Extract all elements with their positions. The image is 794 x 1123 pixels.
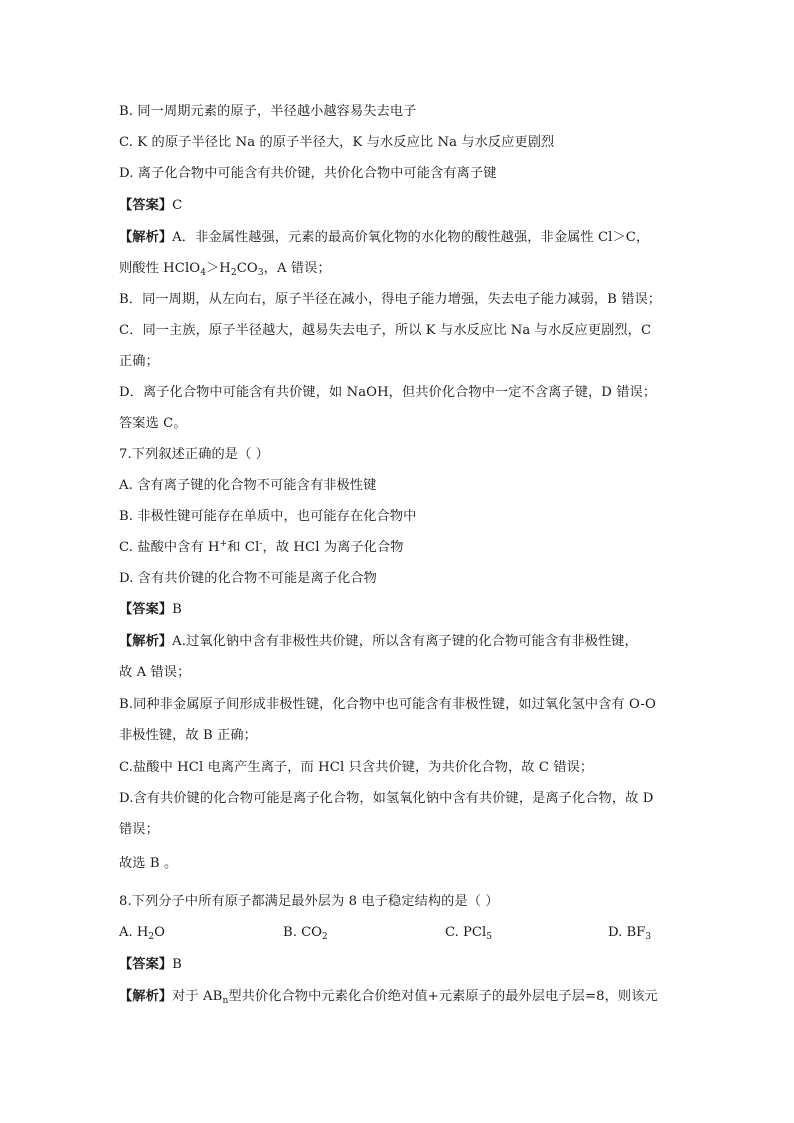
answer-line-7: 【答案】B bbox=[119, 602, 182, 617]
analysis-line: C.盐酸中 HCl 电离产生离子，而 HCl 只含共价键，为共价化合物，故 C 错误； bbox=[119, 760, 594, 775]
answer-tag: 【答案】 bbox=[119, 602, 173, 617]
analysis-line: 故选 B 。 bbox=[119, 856, 178, 871]
question-8-option-a: A. $H_2O$ bbox=[119, 925, 165, 942]
text-line-option-c: C. K 的原子半径比 Na 的原子半径大，K 与水反应比 Na 与水反应更剧烈 bbox=[119, 135, 555, 150]
analysis-line: D．离子化合物中可能含有共价键，如 NaOH，但共价化合物中一定不含离子键，D 错误； bbox=[119, 385, 657, 400]
answer-line-6: 【答案】C bbox=[119, 198, 183, 213]
answer-tag: 【答案】 bbox=[119, 957, 173, 972]
question-7-option-a: A. 含有离子键的化合物不可能含有非极性键 bbox=[119, 478, 377, 493]
analysis-line: B.同种非金属原子间形成非极性键，化合物中也可能含有非极性键，如过氧化氢中含有 O-O bbox=[119, 697, 656, 712]
analysis-line: 非极性键，故 B 正确； bbox=[119, 728, 257, 743]
analysis-line: 错误； bbox=[119, 822, 159, 837]
analysis-line: B．同一周期，从左向右，原子半径在减小，得电子能力增强，失去电子能力减弱，B 错误； bbox=[119, 292, 662, 307]
question-7-option-c: C. 盐酸中含有 H+和 Cl-，故 HCl 为离子化合物 bbox=[119, 539, 404, 555]
question-7-option-d: D. 含有共价键的化合物不可能是离子化合物 bbox=[119, 571, 377, 586]
analysis-tag: 【解析】 bbox=[119, 634, 173, 649]
analysis-line: 【解析】A.过氧化钠中含有非极性共价键，所以含有离子键的化合物可能含有非极性键， bbox=[119, 634, 638, 649]
analysis-line: C．同一主族，原子半径越大，越易失去电子，所以 K 与水反应比 Na 与水反应更剧烈，C bbox=[119, 323, 652, 338]
question-8-option-b: B. $CO_2$ bbox=[283, 925, 328, 942]
question-8-option-c: C. PCl$_5$ bbox=[445, 925, 492, 942]
analysis-tag: 【解析】 bbox=[119, 989, 173, 1004]
text-line-option-b: B. 同一周期元素的原子，半径越小越容易失去电子 bbox=[119, 104, 417, 119]
analysis-line: 【解析】A．非金属性越强，元素的最高价氧化物的水化物的酸性越强，非金属性 Cl＞C， bbox=[119, 230, 650, 245]
analysis-line: 故 A 错误； bbox=[119, 665, 191, 680]
question-8-title: 8.下列分子中所有原子都满足最外层为 8 电子稳定结构的是（ ） bbox=[119, 894, 499, 909]
text-line-option-d: D. 离子化合物中可能含有共价键，共价化合物中可能含有离子键 bbox=[119, 166, 497, 181]
analysis-tag: 【解析】 bbox=[119, 230, 173, 245]
analysis-line: D.含有共价键的化合物可能是离子化合物，如氢氧化钠中含有共价键，是离子化合物，故 D bbox=[119, 791, 654, 806]
answer-line-8: 【答案】B bbox=[119, 957, 182, 972]
question-7-option-b: B. 非极性键可能存在单质中，也可能存在化合物中 bbox=[119, 509, 417, 524]
question-8-option-d: D. $BF_3$ bbox=[608, 925, 652, 942]
analysis-line: 则酸性 $HClO_4>H_2CO_3$，A 错误； bbox=[119, 261, 331, 278]
analysis-line: 答案选 C。 bbox=[119, 416, 187, 431]
answer-tag: 【答案】 bbox=[119, 198, 173, 213]
analysis-line: 正确； bbox=[119, 354, 159, 369]
analysis-line: 【解析】对于 $AB_n$型共价化合物中元素化合价绝对值+元素原子的最外层电子层=8，则该元 bbox=[119, 989, 658, 1006]
question-7-title: 7.下列叙述正确的是（ ） bbox=[119, 447, 269, 462]
